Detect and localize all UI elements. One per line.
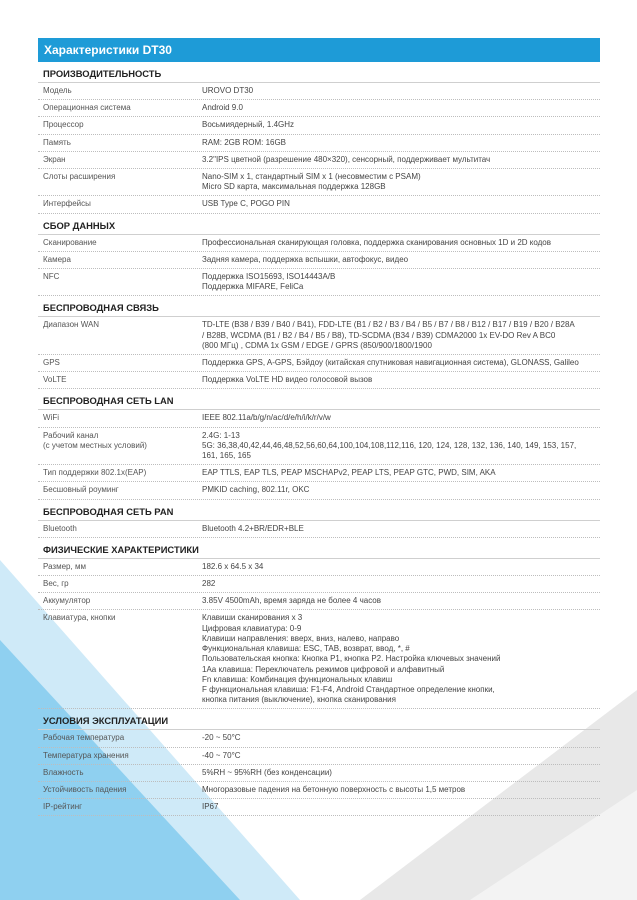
spec-value-line: Nano-SIM x 1, стандартный SIM x 1 (несовместим с PSAM): [202, 172, 421, 182]
spec-label-line: Сканирование: [43, 237, 97, 247]
spec-label-line: Аккумулятор: [43, 596, 91, 606]
spec-label: [38, 428, 200, 465]
spec-label: [38, 372, 200, 388]
spec-value-line: TD-LTE (B38 / B39 / B40 / B41), FDD-LTE (B1 / B2 / B3 / B4 / B5 / B7 / B8 / B12 / B17 / B19 / B20 / B28A: [202, 320, 575, 330]
spec-row: [38, 465, 600, 482]
spec-label-line: Клавиатура, кнопки: [43, 613, 116, 623]
spec-row: [38, 482, 600, 499]
spec-value: [200, 83, 600, 99]
spec-value: [200, 559, 600, 575]
spec-label: [38, 152, 200, 168]
spec-row: [38, 782, 600, 799]
spec-value: [200, 765, 600, 781]
spec-label-line: Рабочий канал: [43, 430, 99, 440]
spec-value: [200, 117, 600, 133]
spec-label-line: Интерфейсы: [43, 199, 91, 209]
spec-value-line: 161, 165, 165: [202, 451, 251, 461]
spec-row: [38, 799, 600, 816]
spec-sections: [38, 62, 600, 816]
spec-value: [200, 317, 600, 354]
spec-value: [200, 235, 600, 251]
spec-label-line: Бесшовный роуминг: [43, 485, 119, 495]
spec-row: [38, 269, 600, 296]
spec-label: [38, 748, 200, 764]
spec-sheet: [38, 38, 600, 816]
spec-value-line: Цифровая клавиатура: 0-9: [202, 623, 302, 633]
spec-row: [38, 610, 600, 709]
spec-value-line: Клавиши сканирования x 3: [202, 613, 303, 623]
section-heading: БЕСПРОВОДНАЯ СЕТЬ LAN: [38, 389, 600, 410]
title-bar: [38, 38, 600, 62]
spec-label-line: Камера: [43, 254, 71, 264]
spec-value-line: F функциональная клавиша: F1-F4, Android Стандартное определение кнопки,: [202, 684, 495, 694]
spec-label: [38, 610, 200, 708]
spec-value-line: PMKID caching, 802.11r, OKC: [202, 485, 310, 495]
spec-value-line: / B28B, WCDMA (B1 / B2 / B4 / B5 / B8), TD-SCDMA (B34 / B39) CDMA2000 1x EV-DO Rev A BC0: [202, 330, 556, 340]
spec-label: [38, 355, 200, 371]
spec-row: [38, 355, 600, 372]
spec-value-line: Micro SD карта, максимальная поддержка 128GB: [202, 182, 386, 192]
spec-value-line: -40 ~ 70°C: [202, 750, 241, 760]
spec-value: [200, 521, 600, 537]
spec-value-line: EAP TTLS, EAP TLS, PEAP MSCHAPv2, PEAP LTS, PEAP GTC, PWD, SIM, AKA: [202, 468, 496, 478]
spec-value-line: Функциональная клавиша: ESC, TAB, возврат, ввод, *, #: [202, 644, 410, 654]
spec-value: [200, 355, 600, 371]
spec-value: [200, 252, 600, 268]
spec-value-line: UROVO DT30: [202, 86, 254, 95]
spec-value-line: 282: [202, 579, 216, 589]
spec-value-line: Поддержка ISO15693, ISO14443A/B: [202, 272, 336, 282]
spec-value-line: 182.6 x 64.5 x 34: [202, 561, 264, 571]
section-heading: БЕСПРОВОДНАЯ СВЯЗЬ: [38, 296, 600, 317]
spec-label: [38, 317, 200, 354]
spec-value: [200, 269, 600, 295]
spec-value-line: IEEE 802.11a/b/g/n/ac/d/e/h/i/k/r/v/w: [202, 413, 331, 423]
spec-label: [38, 799, 200, 815]
spec-label: [38, 593, 200, 609]
spec-value-line: Поддержка VoLTE HD видео голосовой вызов: [202, 375, 373, 385]
page-title: Характеристики DT30: [44, 43, 172, 57]
spec-label-line: Тип поддержки 802.1x(EAP): [43, 468, 147, 478]
spec-label: [38, 83, 200, 99]
spec-value: [200, 799, 600, 815]
spec-label-line: GPS: [43, 358, 60, 368]
spec-value-line: 2.4G: 1-13: [202, 430, 240, 440]
spec-value-line: Многоразовые падения на бетонную поверхность с высоты 1,5 метров: [202, 784, 466, 794]
spec-row: [38, 196, 600, 213]
spec-label-line: VoLTE: [43, 375, 67, 385]
spec-row: [38, 410, 600, 427]
spec-value-line: 1Aa клавиша: Переключатель режимов цифровой и алфавитный: [202, 664, 445, 674]
spec-value-line: RAM: 2GB ROM: 16GB: [202, 137, 287, 147]
spec-row: [38, 235, 600, 252]
spec-value-line: Поддержка GPS, A-GPS, Бэйдоу (китайская спутниковая навигационная система), GLONASS, Galileo: [202, 358, 579, 368]
spec-label: [38, 169, 200, 195]
spec-value-line: 3.2"IPS цветной (разрешение 480×320), сенсорный, поддерживает мультитач: [202, 154, 491, 164]
spec-label: [38, 559, 200, 575]
spec-label-line: Вес, гр: [43, 579, 69, 589]
spec-value: [200, 465, 600, 481]
spec-label: [38, 765, 200, 781]
spec-row: [38, 317, 600, 355]
spec-row: [38, 559, 600, 576]
spec-label: [38, 482, 200, 498]
spec-value-line: -20 ~ 50°C: [202, 733, 241, 743]
spec-label: [38, 465, 200, 481]
spec-value: [200, 152, 600, 168]
spec-label-line: Операционная система: [43, 103, 131, 113]
spec-label: [38, 576, 200, 592]
spec-row: [38, 521, 600, 538]
spec-label-line: Bluetooth: [43, 523, 77, 533]
spec-value-line: Клавиши направления: вверх, вниз, налево, направо: [202, 633, 400, 643]
spec-row: [38, 730, 600, 747]
spec-value-line: 3.85V 4500mAh, время заряда не более 4 часов: [202, 596, 381, 606]
spec-value: [200, 576, 600, 592]
spec-label: [38, 730, 200, 746]
spec-value-line: Поддержка MIFARE, FeliCa: [202, 282, 304, 292]
spec-value: [200, 100, 600, 116]
spec-row: [38, 372, 600, 389]
spec-row: [38, 765, 600, 782]
spec-label-line: NFC: [43, 272, 60, 282]
section-heading: СБОР ДАННЫХ: [38, 214, 600, 235]
spec-label-line: Размер, мм: [43, 561, 86, 571]
spec-label: [38, 117, 200, 133]
spec-label: [38, 269, 200, 295]
spec-value: [200, 372, 600, 388]
spec-label-line: Температура хранения: [43, 750, 129, 760]
spec-label: [38, 100, 200, 116]
spec-value-line: Профессиональная сканирующая головка, поддержка сканирования основных 1D и 2D кодов: [202, 237, 551, 247]
spec-row: [38, 593, 600, 610]
spec-value: [200, 782, 600, 798]
section-heading: БЕСПРОВОДНАЯ СЕТЬ PAN: [38, 500, 600, 521]
spec-label-line: Экран: [43, 154, 66, 164]
spec-value-line: 5G: 36,38,40,42,44,46,48,52,56,60,64,100,104,108,112,116, 120, 124, 128, 132, 136, 140, 149, 153, 157,: [202, 440, 577, 450]
spec-value: [200, 482, 600, 498]
spec-value-line: Bluetooth 4.2+BR/EDR+BLE: [202, 523, 304, 533]
spec-label: [38, 196, 200, 212]
spec-value-line: 5%RH ~ 95%RH (без конденсации): [202, 767, 332, 777]
spec-label-line: Процессор: [43, 120, 84, 130]
spec-label-line: (с учетом местных условий): [43, 440, 147, 450]
spec-value-line: кнопка питания (выключение), кнопка сканирования: [202, 695, 396, 705]
spec-row: [38, 135, 600, 152]
spec-value: [200, 410, 600, 426]
spec-row: [38, 152, 600, 169]
spec-label: [38, 521, 200, 537]
spec-label: [38, 252, 200, 268]
spec-label-line: Рабочая температура: [43, 733, 125, 743]
spec-label-line: Влажность: [43, 767, 84, 777]
spec-value-line: Восьмиядерный, 1.4GHz: [202, 120, 295, 130]
spec-value: [200, 196, 600, 212]
section-heading: ФИЗИЧЕСКИЕ ХАРАКТЕРИСТИКИ: [38, 538, 600, 559]
spec-label: [38, 410, 200, 426]
spec-value: [200, 748, 600, 764]
spec-row: [38, 117, 600, 134]
spec-value: [200, 428, 600, 465]
spec-value-line: Android 9.0: [202, 103, 243, 113]
spec-row: [38, 169, 600, 196]
spec-row: [38, 428, 600, 466]
spec-value: [200, 593, 600, 609]
spec-value: [200, 135, 600, 151]
spec-row: [38, 83, 600, 100]
spec-label-line: Диапазон WAN: [43, 320, 100, 330]
spec-label: [38, 135, 200, 151]
spec-row: [38, 252, 600, 269]
spec-label: [38, 235, 200, 251]
spec-label-line: Память: [43, 137, 71, 147]
spec-value: [200, 169, 600, 195]
spec-value-line: (800 МГц) , CDMA 1x GSM / EDGE / GPRS (850/900/1800/1900: [202, 340, 432, 350]
spec-label: [38, 782, 200, 798]
spec-label-line: Устойчивость падения: [43, 784, 127, 794]
spec-label-line: IP-рейтинг: [43, 802, 83, 812]
spec-value-line: Задняя камера, поддержка вспышки, автофокус, видео: [202, 254, 409, 264]
spec-label-line: WiFi: [43, 413, 59, 423]
section-heading: УСЛОВИЯ ЭКСПЛУАТАЦИИ: [38, 709, 600, 730]
spec-label-line: Модель: [43, 86, 72, 95]
spec-label-line: Слоты расширения: [43, 172, 116, 182]
spec-value-line: IP67: [202, 802, 219, 812]
spec-value-line: USB Type C, POGO PIN: [202, 199, 290, 209]
spec-row: [38, 100, 600, 117]
spec-value: [200, 730, 600, 746]
section-heading: ПРОИЗВОДИТЕЛЬНОСТЬ: [38, 62, 600, 83]
spec-value: [200, 610, 600, 708]
spec-row: [38, 576, 600, 593]
spec-row: [38, 748, 600, 765]
spec-value-line: Пользовательская кнопка: Кнопка P1, кнопка P2. Настройка ключевых значений: [202, 654, 501, 664]
spec-value-line: Fn клавиша: Комбинация функциональных клавиш: [202, 674, 393, 684]
